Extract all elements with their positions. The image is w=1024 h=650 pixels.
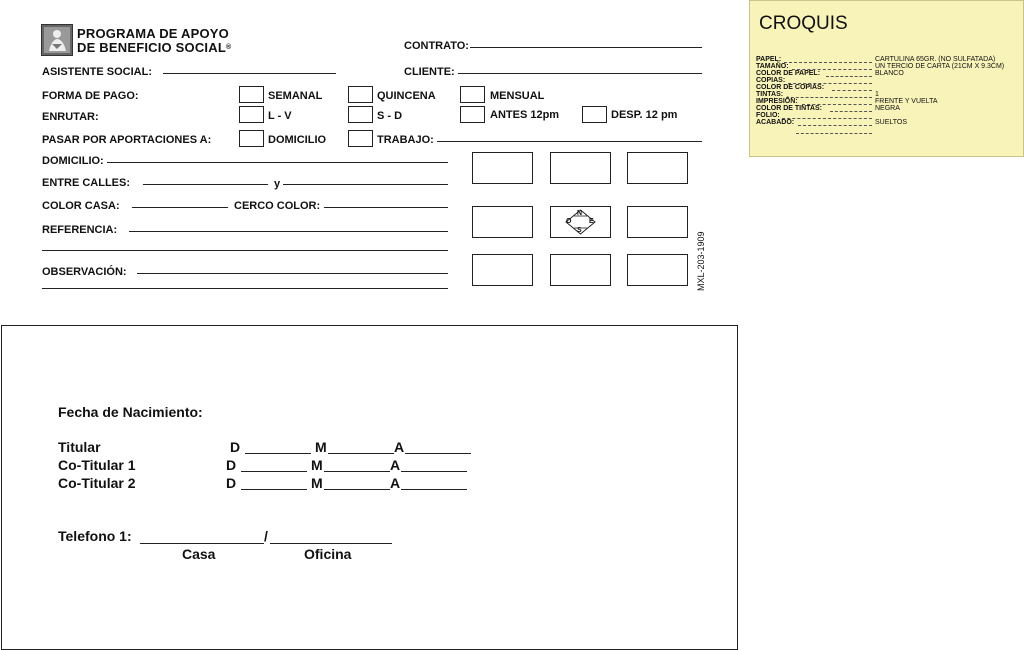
back-panel <box>1 325 738 650</box>
cotitular2-month-field[interactable] <box>324 489 390 490</box>
lv-checkbox[interactable] <box>239 106 264 123</box>
program-title-line2 <box>77 41 231 55</box>
spec-value-impresion: FRENTE Y VUELTA <box>875 98 938 105</box>
asistente-social-label: ASISTENTE SOCIAL: <box>42 66 153 78</box>
spec-leader <box>826 76 872 77</box>
map-box-nw[interactable] <box>472 152 533 184</box>
mensual-label: MENSUAL <box>490 90 545 102</box>
compass-e: E <box>589 218 594 225</box>
map-box-se[interactable] <box>627 254 688 286</box>
cotitular1-a: A <box>390 457 401 473</box>
cerco-color-field[interactable] <box>324 207 448 208</box>
domicilio-option-label: DOMICILIO <box>268 134 327 146</box>
compass-n: N <box>577 210 583 217</box>
cerco-color-label: CERCO COLOR: <box>234 200 321 212</box>
telefono-oficina-field[interactable] <box>270 543 392 544</box>
observacion-label: OBSERVACIÓN: <box>42 266 127 278</box>
spec-label-impresion: IMPRESIÓN: <box>756 98 798 105</box>
spec-label-color-tintas: COLOR DE TINTAS: <box>756 105 822 112</box>
oficina-label: Oficina <box>304 546 352 562</box>
titular-d: D <box>230 439 241 455</box>
cotitular2-year-field[interactable] <box>401 489 467 490</box>
cotitular1-d: D <box>226 457 237 473</box>
cliente-label: CLIENTE: <box>404 66 455 78</box>
spec-leader <box>798 125 872 126</box>
observacion-field-2[interactable] <box>42 288 448 289</box>
spec-value-color-papel: BLANCO <box>875 70 904 77</box>
spec-leader <box>784 62 872 63</box>
map-box-s[interactable] <box>550 254 611 286</box>
cotitular1-day-field[interactable] <box>241 471 307 472</box>
spec-value-tintas: 1 <box>875 91 879 98</box>
telefono-slash: / <box>264 528 268 544</box>
map-box-sw[interactable] <box>472 254 533 286</box>
domicilio-label: DOMICILIO: <box>42 155 104 167</box>
compass-s: S <box>577 227 582 234</box>
casa-label: Casa <box>182 546 216 562</box>
spec-label-color-copias: COLOR DE COPIAS: <box>756 84 825 91</box>
spec-label-tamano: TAMAÑO: <box>756 63 789 70</box>
cotitular1-m: M <box>311 457 323 473</box>
entre-calles-field-1[interactable] <box>143 184 268 185</box>
map-box-ne[interactable] <box>627 152 688 184</box>
titular-day-field[interactable] <box>245 453 311 454</box>
cotitular1-label: Co-Titular 1 <box>58 457 136 473</box>
spec-value-tamano: UN TERCIO DE CARTA (21CM X 9.3CM) <box>875 63 1005 70</box>
referencia-field[interactable] <box>129 231 448 232</box>
spec-label-acabado: ACABADO: <box>756 119 795 126</box>
desp-label: DESP. 12 pm <box>611 109 678 121</box>
croquis-title: CROQUIS <box>759 13 848 34</box>
titular-a: A <box>394 439 405 455</box>
croquis-card <box>749 0 1024 157</box>
map-box-n[interactable] <box>550 152 611 184</box>
domicilio-field[interactable] <box>107 162 448 163</box>
spec-leader <box>782 118 872 119</box>
titular-year-field[interactable] <box>405 453 471 454</box>
forma-de-pago-label: FORMA DE PAGO: <box>42 90 139 102</box>
asistente-social-field[interactable] <box>163 73 336 74</box>
fecha-nacimiento-label: Fecha de Nacimiento: <box>58 404 203 420</box>
observacion-field[interactable] <box>137 273 448 274</box>
quincena-checkbox[interactable] <box>348 86 373 103</box>
map-box-e[interactable] <box>627 206 688 238</box>
program-title-text: DE BENEFICIO SOCIAL <box>77 40 226 55</box>
cotitular2-a: A <box>390 475 401 491</box>
enrutar-label: ENRUTAR: <box>42 111 99 123</box>
desp-checkbox[interactable] <box>582 106 607 123</box>
trabajo-label: TRABAJO: <box>377 134 434 146</box>
compass-o: O <box>566 218 572 225</box>
spec-label-tintas: TINTAS: <box>756 91 784 98</box>
antes-checkbox[interactable] <box>460 106 485 123</box>
map-box-center[interactable] <box>550 206 611 238</box>
antes-label: ANTES 12pm <box>490 109 560 121</box>
lv-label: L - V <box>268 110 292 122</box>
entre-calles-field-2[interactable] <box>283 184 448 185</box>
contrato-label: CONTRATO: <box>404 40 469 52</box>
color-casa-field[interactable] <box>132 207 228 208</box>
cotitular2-d: D <box>226 475 237 491</box>
sd-checkbox[interactable] <box>348 106 373 123</box>
cotitular2-m: M <box>311 475 323 491</box>
logo-icon <box>41 24 73 56</box>
cliente-field[interactable] <box>458 73 702 74</box>
quincena-label: QUINCENA <box>377 90 436 102</box>
spec-leader <box>796 133 872 134</box>
contrato-field[interactable] <box>470 47 702 48</box>
trabajo-checkbox[interactable] <box>348 130 373 147</box>
spec-value-acabado: SUELTOS <box>875 119 908 126</box>
spec-value-color-tintas: NEGRA <box>875 105 900 112</box>
spec-label-color-papel: COLOR DE PAPEL: <box>756 70 821 77</box>
telefono-label: Telefono 1: <box>58 528 132 544</box>
referencia-field-2[interactable] <box>42 250 448 251</box>
spec-value-papel: CARTULINA 65GR. (NO SULFATADA) <box>875 56 996 63</box>
spec-label-folio: FOLIO: <box>756 112 780 119</box>
spec-leader <box>786 97 872 98</box>
spec-label-copias: COPIAS: <box>756 77 786 84</box>
pasar-por-aportaciones-label: PASAR POR APORTACIONES A: <box>42 134 212 146</box>
cotitular1-month-field[interactable] <box>324 471 390 472</box>
semanal-checkbox[interactable] <box>239 86 264 103</box>
semanal-label: SEMANAL <box>268 90 323 102</box>
telefono-casa-field[interactable] <box>140 543 264 544</box>
map-box-w[interactable] <box>472 206 533 238</box>
referencia-label: REFERENCIA: <box>42 224 118 236</box>
color-casa-label: COLOR CASA: <box>42 200 120 212</box>
spec-label-papel: PAPEL: <box>756 56 782 63</box>
program-title-line1: PROGRAMA DE APOYO <box>77 26 229 41</box>
titular-month-field[interactable] <box>328 453 394 454</box>
titular-m: M <box>315 439 327 455</box>
entre-calles-y: y <box>274 178 281 190</box>
entre-calles-label: ENTRE CALLES: <box>42 177 130 189</box>
mensual-checkbox[interactable] <box>460 86 485 103</box>
titular-label: Titular <box>58 439 101 455</box>
domicilio-checkbox[interactable] <box>239 130 264 147</box>
cotitular1-year-field[interactable] <box>401 471 467 472</box>
spec-leader <box>832 90 872 91</box>
registered-mark: ® <box>225 44 232 51</box>
cotitular2-day-field[interactable] <box>241 489 307 490</box>
spec-leader <box>830 111 872 112</box>
trabajo-field[interactable] <box>437 141 702 142</box>
form-code: MXL-203-1909 <box>696 231 706 291</box>
sd-label: S - D <box>377 110 403 122</box>
cotitular2-label: Co-Titular 2 <box>58 475 136 491</box>
